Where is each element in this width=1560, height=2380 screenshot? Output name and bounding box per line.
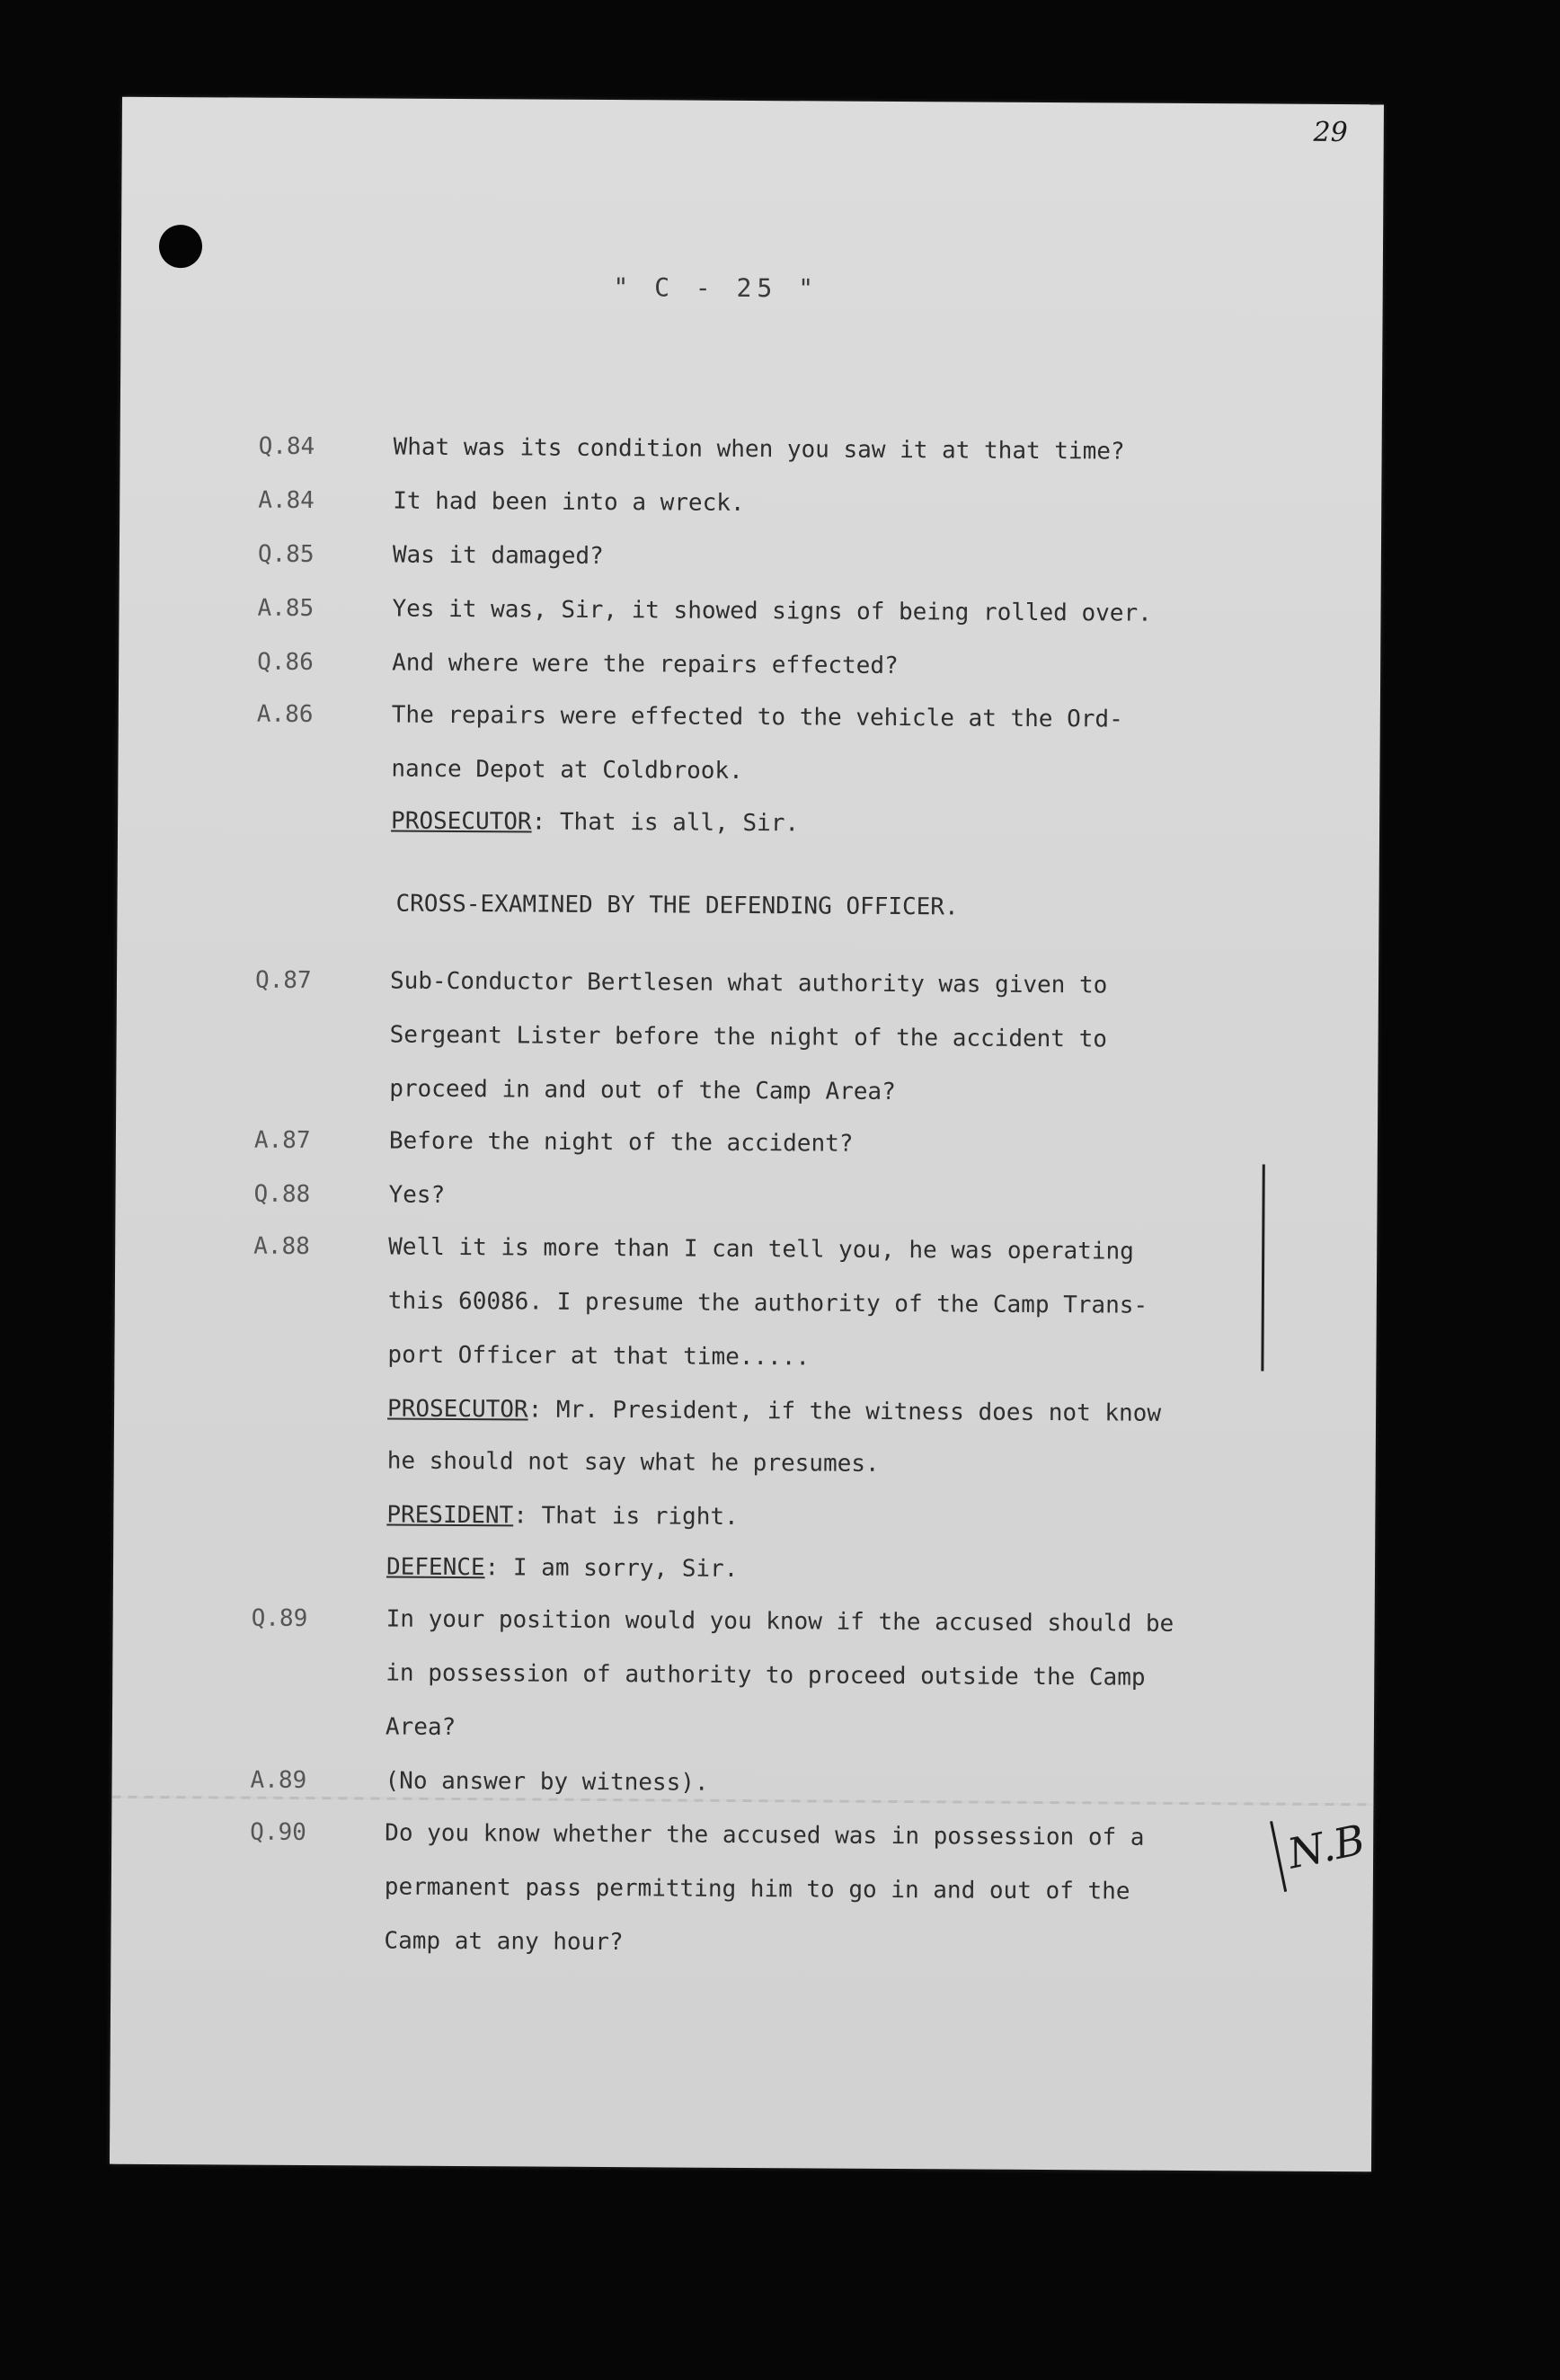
line-text: : I am sorry, Sir. — [484, 1554, 739, 1583]
line-text: Was it damaged? — [392, 541, 604, 570]
line-text: Sergeant Lister before the night of the accident to — [389, 1021, 1108, 1053]
fold-line — [111, 1796, 1373, 1807]
line-text: It had been into a wreck. — [393, 487, 745, 517]
line-text: Yes it was, Sir, it showed signs of being rolled over. — [392, 595, 1152, 627]
line-text: proceed in and out of the Camp Area? — [389, 1075, 896, 1106]
section-heading-row — [118, 888, 1379, 921]
line-text: nance Depot at Coldbrook. — [391, 755, 743, 785]
speaker-line — [113, 1499, 1375, 1531]
transcript-line — [120, 431, 1382, 466]
line-number: Q.86 — [257, 648, 314, 677]
transcript-line — [120, 485, 1381, 517]
line-number: A.88 — [253, 1232, 310, 1261]
line-text: port Officer at that time..... — [387, 1341, 811, 1372]
line-number: A.89 — [250, 1766, 307, 1794]
folio-number: 29 — [1313, 116, 1348, 149]
margin-nb-note: N.B — [1270, 1804, 1371, 1892]
line-text: Camp at any hour? — [384, 1927, 624, 1957]
transcript-line — [112, 1657, 1374, 1692]
transcript-line — [115, 1339, 1377, 1372]
line-text: Sub-Conductor Bertlesen what authority was given to — [389, 967, 1108, 999]
line-number: Q.88 — [253, 1180, 311, 1209]
transcript-line — [119, 753, 1380, 785]
line-number: Q.84 — [258, 432, 315, 461]
document-page — [110, 97, 1384, 2172]
line-text: Do you know whether the accused was in possession of a — [385, 1819, 1145, 1852]
transcript-line — [113, 1603, 1375, 1638]
line-number: Q.90 — [250, 1818, 306, 1846]
speaker-label: PROSECUTOR — [387, 1395, 528, 1424]
transcript-line — [120, 593, 1381, 627]
line-text: : Mr. President, if the witness does not know — [527, 1396, 1162, 1427]
transcript-line — [116, 1125, 1378, 1158]
line-text: In your position would you know if the accused should be — [386, 1605, 1174, 1638]
line-text: in possession of authority to proceed outside the Camp — [386, 1659, 1146, 1692]
transcript-line — [116, 1073, 1378, 1106]
line-text: The repairs were effected to the vehicle at the Ord- — [391, 701, 1123, 733]
margin-vertical-mark — [1261, 1164, 1264, 1371]
line-text: : That is right. — [513, 1502, 739, 1531]
speaker-line — [114, 1393, 1376, 1427]
transcript-line — [120, 539, 1381, 570]
transcript-line — [119, 699, 1380, 733]
line-number: Q.85 — [257, 540, 315, 569]
line-text: permanent pass permitting him to go in and out of the — [384, 1873, 1130, 1905]
speaker-label: DEFENCE — [386, 1553, 485, 1582]
transcript-line — [111, 1925, 1373, 1957]
line-number: A.85 — [257, 594, 315, 623]
transcript-line — [117, 1019, 1378, 1053]
line-text: Area? — [385, 1713, 456, 1742]
transcript-line — [115, 1231, 1377, 1265]
transcript-line — [119, 647, 1380, 679]
line-text: And where were the repairs effected? — [392, 649, 899, 679]
speaker-label: PRESIDENT — [386, 1501, 514, 1530]
transcript-line — [117, 965, 1378, 999]
speaker-line — [113, 1551, 1375, 1583]
line-text: What was its condition when you saw it at that time? — [393, 433, 1125, 466]
transcript-line — [112, 1711, 1374, 1742]
line-number: Q.89 — [251, 1604, 308, 1633]
line-number: Q.87 — [254, 966, 312, 995]
line-text: Yes? — [388, 1181, 446, 1209]
transcript-line — [116, 1179, 1378, 1209]
line-text: : That is all, Sir. — [531, 808, 800, 838]
line-text: (No answer by witness). — [385, 1767, 709, 1797]
line-text: Well it is more than I can tell you, he was operating — [388, 1233, 1134, 1265]
transcript-line — [112, 1765, 1374, 1797]
page-heading: " C - 25 " — [613, 272, 820, 304]
transcript-line — [115, 1285, 1377, 1319]
line-number: A.86 — [256, 700, 314, 729]
line-text: he should not say what he presumes. — [386, 1447, 880, 1478]
section-heading: CROSS-EXAMINED BY THE DEFENDING OFFICER. — [395, 890, 959, 921]
line-text: Before the night of the accident? — [388, 1127, 854, 1158]
line-number: A.87 — [253, 1126, 311, 1155]
line-text: this 60086. I presume the authority of the Camp Trans- — [387, 1287, 1148, 1319]
line-number: A.84 — [258, 486, 315, 515]
transcript-line — [114, 1445, 1376, 1478]
speaker-line — [118, 805, 1379, 838]
punch-hole — [159, 225, 202, 268]
transcript-line — [111, 1871, 1373, 1905]
speaker-label: PROSECUTOR — [391, 807, 532, 836]
